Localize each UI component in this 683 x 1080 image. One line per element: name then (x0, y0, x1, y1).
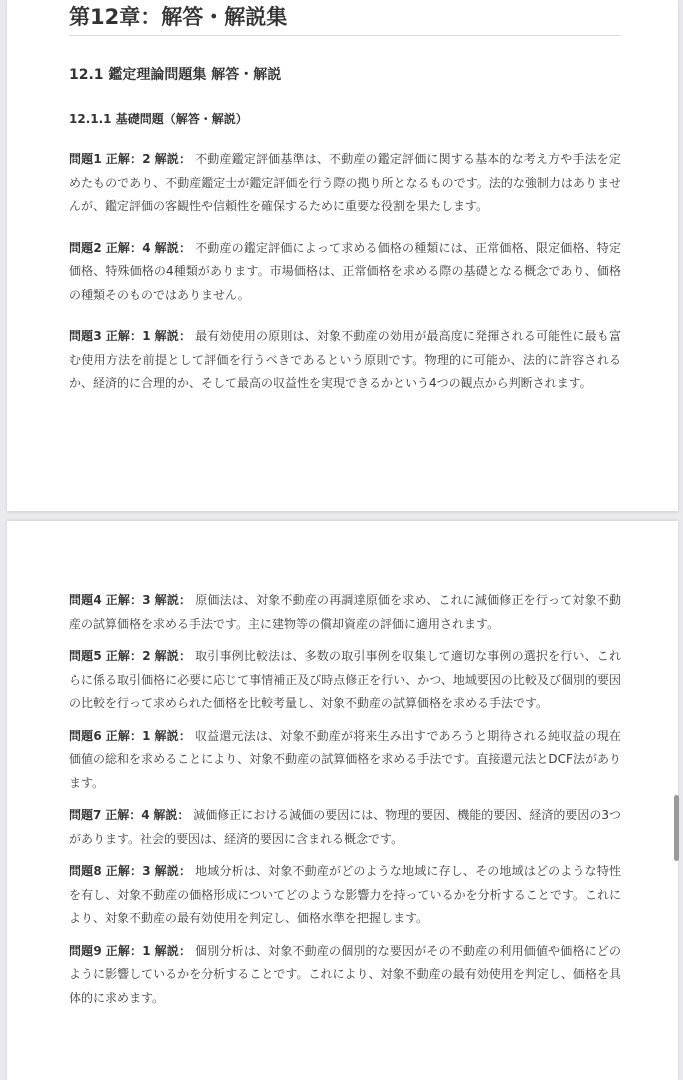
answer-value: 3 (142, 593, 151, 607)
answer-item-5 (69, 645, 621, 716)
answer-item-6 (69, 725, 621, 796)
chapter-title: 第12章：解答・解説集 (69, 0, 621, 36)
explanation-label: 解説： (154, 240, 192, 255)
answer-label: 正解： (105, 152, 143, 166)
explanation-label: 解説： (154, 593, 192, 607)
question-number: 問題7 (69, 808, 102, 822)
answer-label: 正解： (105, 593, 143, 607)
answer-value: 1 (142, 728, 151, 743)
explanation-text: 不動産の鑑定評価によって求める価格の種類には、正常価格、限定価格、特定価格、特殊価格の4種類があります。市場価格は、正常価格を求める際の基礎となる概念であり、価格の種類そのものではありません。 (69, 240, 621, 302)
question-number: 問題9 (69, 943, 102, 958)
question-number: 問題2 (69, 240, 102, 255)
explanation-label: 解説： (154, 864, 192, 878)
section-title: 12.1 鑑定理論問題集 解答・解説 (69, 67, 282, 83)
question-number: 問題8 (69, 864, 102, 878)
explanation-text: 地域分析は、対象不動産がどのような地域に存し、その地域はどのような特性を有し、対象不動産の価格形成についてどのような影響力を持っているかを分析することです。これにより、対象不動産の最有効使用を判定し、価格水準を把握します。 (69, 864, 621, 925)
explanation-label: 解説： (154, 728, 192, 743)
explanation-label: 解説： (154, 152, 192, 166)
explanation-text: 不動産鑑定評価基準は、不動産の鑑定評価に関する基本的な考え方や手法を定めたものであり、不動産鑑定士が鑑定評価を行う際の拠り所となるものです。法的な強制力はありませんが、鑑定評価の客観性や信頼性を確保するために重要な役割を果たします。 (69, 152, 621, 213)
answer-value: 4 (141, 808, 150, 822)
answer-label: 正解： (105, 329, 143, 343)
question-number: 問題5 (69, 649, 102, 663)
answer-value: 1 (142, 943, 151, 958)
explanation-text: 個別分析は、対象不動産の個別的な要因がその不動産の利用価値や価格にどのように影響しているかを分析することです。これにより、対象不動産の最有効使用を判定し、価格を具体的に求めます。 (69, 943, 621, 1005)
answer-item-8 (69, 860, 621, 931)
answer-label: 正解： (105, 649, 143, 663)
answer-label: 正解： (105, 240, 143, 255)
answer-label: 正解： (105, 864, 143, 878)
subsection-title: 12.1.1 基礎問題（解答・解説） (69, 112, 248, 126)
question-number: 問題3 (69, 329, 102, 343)
explanation-label: 解説： (153, 808, 190, 822)
question-number: 問題1 (69, 152, 102, 166)
question-number: 問題4 (69, 593, 102, 607)
answer-value: 2 (142, 649, 151, 663)
answer-item-2 (69, 237, 621, 308)
explanation-label: 解説： (154, 943, 192, 958)
answer-label: 正解： (105, 943, 143, 958)
document-page-2 (7, 521, 678, 1080)
answer-item-4 (69, 589, 621, 636)
question-number: 問題6 (69, 728, 102, 743)
answer-label: 正解： (105, 808, 142, 822)
answer-value: 4 (142, 240, 151, 255)
page-2-content (69, 589, 621, 1010)
explanation-text: 原価法は、対象不動産の再調達原価を求め、これに減価修正を行って対象不動産の試算価格を求める手法です。主に建物等の償却資産の評価に適用されます。 (69, 593, 621, 631)
answer-item-1 (69, 148, 621, 219)
answer-item-3 (69, 325, 621, 396)
answer-value: 3 (142, 864, 151, 878)
page-1-content (69, 0, 621, 396)
explanation-label: 解説： (154, 329, 192, 343)
explanation-text: 減価修正における減価の要因には、物理的要因、機能的要因、経済的要因の3つがあります。社会的要因は、経済的要因に含まれる概念です。 (69, 808, 621, 846)
answer-label: 正解： (105, 728, 143, 743)
explanation-text: 取引事例比較法は、多数の取引事例を収集して適切な事例の選択を行い、これらに係る取引価格に必要に応じて事情補正及び時点修正を行い、かつ、地域要因の比較及び個別的要因の比較を行って求められた価格を比較考量し、対象不動産の試算価格を求める手法です。 (69, 649, 621, 710)
answer-value: 2 (142, 152, 151, 166)
answer-item-7 (69, 804, 621, 851)
answer-value: 1 (142, 329, 151, 343)
document-page-1 (7, 0, 678, 511)
scrollbar-thumb[interactable] (674, 795, 679, 861)
explanation-text: 最有効使用の原則は、対象不動産の効用が最高度に発揮される可能性に最も富む使用方法を前提として評価を行うべきであるという原則です。物理的に可能か、法的に許容されるか、経済的に合理的か、そして最高の収益性を実現できるかという4つの観点から判断されます。 (69, 329, 621, 390)
explanation-text: 収益還元法は、対象不動産が将来生み出すであろうと期待される純収益の現在価値の総和を求めることにより、対象不動産の試算価格を求める手法です。直接還元法とDCF法があります。 (69, 728, 621, 790)
explanation-label: 解説： (154, 649, 192, 663)
answer-item-9 (69, 940, 621, 1011)
